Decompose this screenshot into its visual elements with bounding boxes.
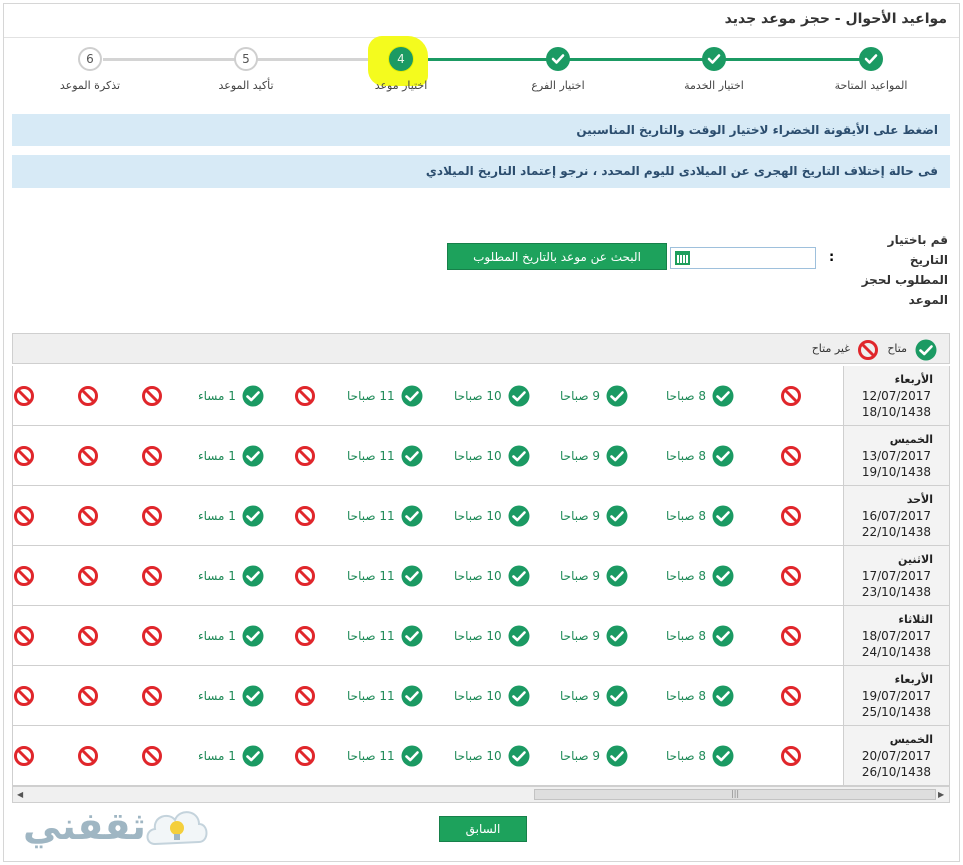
slot-time-label[interactable]: 1 مساء	[198, 689, 236, 703]
available-slot[interactable]	[666, 625, 734, 647]
unavailable-slot	[13, 625, 35, 647]
available-slot[interactable]	[198, 685, 264, 707]
unavailable-slot	[77, 385, 99, 407]
day-cell	[843, 486, 949, 545]
day-cell	[843, 426, 949, 485]
slot-time-label[interactable]: 9 صباحا	[560, 629, 600, 643]
unavailable-block-icon	[780, 625, 802, 647]
available-check-icon[interactable]	[606, 565, 628, 587]
available-slot[interactable]	[454, 385, 530, 407]
unavailable-block-icon	[13, 565, 35, 587]
slot-time-label[interactable]: 1 مساء	[198, 629, 236, 643]
unavailable-block-icon	[780, 685, 802, 707]
slot-time-label[interactable]: 8 صباحا	[666, 509, 706, 523]
day-name: الأحد	[906, 493, 933, 506]
date-warning-note: فى حالة إختلاف التاريخ الهجرى عن الميلادى لليوم المحدد ، نرجو إعتماد التاريخ الميلادي	[12, 155, 950, 188]
available-slot[interactable]	[347, 505, 423, 527]
unavailable-slot	[77, 505, 99, 527]
legend-bar	[12, 333, 950, 364]
step-5-pending: 5	[234, 47, 258, 71]
day-name: الاثنين	[898, 553, 933, 566]
available-check-icon[interactable]	[508, 685, 530, 707]
day-name: الأربعاء	[894, 673, 933, 686]
day-name: الأربعاء	[894, 373, 933, 386]
unavailable-slot	[141, 385, 163, 407]
available-slot[interactable]	[454, 745, 530, 767]
available-check-icon[interactable]	[606, 505, 628, 527]
day-row	[13, 486, 949, 546]
slot-time-label[interactable]: 10 صباحا	[454, 689, 502, 703]
available-check-icon[interactable]	[508, 505, 530, 527]
unavailable-block-icon	[13, 445, 35, 467]
unavailable-slot	[13, 745, 35, 767]
slot-time-label[interactable]: 10 صباحا	[454, 449, 502, 463]
available-slot[interactable]	[560, 445, 628, 467]
available-slot[interactable]	[454, 685, 530, 707]
step-2-check-icon	[702, 47, 726, 71]
slot-time-label[interactable]: 8 صباحا	[666, 449, 706, 463]
step-6-label: تذكرة الموعد	[59, 79, 121, 92]
step-line-complete	[413, 58, 871, 61]
unavailable-block-icon	[77, 745, 99, 767]
previous-button[interactable]: السابق	[439, 816, 527, 842]
available-slot[interactable]	[198, 385, 264, 407]
unavailable-block-icon	[294, 565, 316, 587]
slot-time-label[interactable]: 1 مساء	[198, 449, 236, 463]
appointments-grid	[12, 366, 950, 786]
available-slot[interactable]	[666, 505, 734, 527]
available-slot[interactable]	[347, 565, 423, 587]
day-row	[13, 606, 949, 666]
gregorian-date: 20/07/2017	[861, 749, 931, 763]
unavailable-slot	[780, 505, 802, 527]
gregorian-date: 17/07/2017	[861, 569, 931, 583]
day-name: الخميس	[889, 733, 933, 746]
hijri-date: 19/10/1438	[861, 465, 931, 479]
day-cell	[843, 546, 949, 605]
unavailable-slot	[141, 565, 163, 587]
slot-time-label[interactable]: 10 صباحا	[454, 509, 502, 523]
slot-time-label[interactable]: 9 صباحا	[560, 509, 600, 523]
available-check-icon[interactable]	[712, 565, 734, 587]
unavailable-slot	[294, 385, 316, 407]
unavailable-slot	[780, 745, 802, 767]
unavailable-slot	[780, 385, 802, 407]
available-slot[interactable]	[666, 445, 734, 467]
available-slot[interactable]	[666, 745, 734, 767]
unavailable-slot	[294, 685, 316, 707]
step-2-label: اختيار الخدمة	[684, 79, 744, 92]
logo-text: ثقفني	[23, 804, 146, 848]
unavailable-block-icon	[13, 385, 35, 407]
unavailable-block-icon	[13, 745, 35, 767]
day-cell	[843, 726, 949, 785]
available-slot[interactable]	[454, 625, 530, 647]
site-logo	[15, 802, 223, 857]
available-slot[interactable]	[666, 565, 734, 587]
available-slot[interactable]	[560, 505, 628, 527]
slot-time-label[interactable]: 8 صباحا	[666, 629, 706, 643]
unavailable-slot	[294, 625, 316, 647]
available-check-icon[interactable]	[508, 745, 530, 767]
page-title: مواعيد الأحوال - حجز موعد جديد	[724, 11, 947, 27]
step-line-pending	[103, 58, 413, 61]
unavailable-slot	[141, 505, 163, 527]
available-check-icon[interactable]	[242, 505, 264, 527]
unavailable-slot	[141, 445, 163, 467]
slot-time-label[interactable]: 11 صباحا	[347, 509, 395, 523]
slot-time-label[interactable]: 9 صباحا	[560, 569, 600, 583]
available-slot[interactable]	[560, 385, 628, 407]
slot-time-label[interactable]: 8 صباحا	[666, 389, 706, 403]
slot-time-label[interactable]: 1 مساء	[198, 569, 236, 583]
available-check-icon[interactable]	[242, 565, 264, 587]
unavailable-block-icon	[77, 505, 99, 527]
instruction-note: اضغط على الأيقونة الخضراء لاختيار الوقت والتاريخ المناسبين	[12, 114, 950, 146]
day-cell	[843, 666, 949, 725]
unavailable-block-icon	[780, 505, 802, 527]
step-4-current: 4	[389, 47, 413, 71]
step-3-check-icon	[546, 47, 570, 71]
lightbulb-cloud-icon	[143, 804, 211, 854]
scrollbar-grip-icon: |||	[731, 789, 740, 798]
available-check-icon[interactable]	[401, 445, 423, 467]
unavailable-slot	[77, 745, 99, 767]
hijri-date: 23/10/1438	[861, 585, 931, 599]
available-slot[interactable]	[454, 505, 530, 527]
available-check-icon[interactable]	[401, 745, 423, 767]
gregorian-date: 12/07/2017	[861, 389, 931, 403]
unavailable-slot	[780, 625, 802, 647]
unavailable-slot	[13, 445, 35, 467]
unavailable-slot	[77, 685, 99, 707]
available-slot[interactable]	[666, 385, 734, 407]
unavailable-slot	[294, 565, 316, 587]
unavailable-slot	[294, 505, 316, 527]
available-check-icon[interactable]	[712, 385, 734, 407]
available-check-icon[interactable]	[401, 505, 423, 527]
available-slot[interactable]	[347, 685, 423, 707]
available-check-icon	[915, 339, 937, 361]
available-check-icon[interactable]	[508, 565, 530, 587]
day-name: الخميس	[889, 433, 933, 446]
unavailable-block-icon	[13, 625, 35, 647]
step-4-label: اختيار موعد	[374, 79, 428, 92]
hijri-date: 18/10/1438	[861, 405, 931, 419]
slot-time-label[interactable]: 11 صباحا	[347, 569, 395, 583]
day-name: الثلاثاء	[898, 613, 933, 626]
unavailable-block-icon	[780, 745, 802, 767]
available-check-icon[interactable]	[242, 625, 264, 647]
day-row	[13, 366, 949, 426]
hijri-date: 26/10/1438	[861, 765, 931, 779]
title-bar	[4, 4, 959, 38]
date-label-colon: :	[829, 250, 835, 265]
unavailable-block-icon	[141, 625, 163, 647]
available-check-icon[interactable]	[242, 385, 264, 407]
unavailable-block-icon	[13, 505, 35, 527]
unavailable-slot	[141, 745, 163, 767]
available-slot[interactable]	[454, 445, 530, 467]
available-check-icon[interactable]	[401, 385, 423, 407]
slot-time-label[interactable]: 9 صباحا	[560, 749, 600, 763]
unavailable-block-icon	[780, 385, 802, 407]
slot-time-label[interactable]: 9 صباحا	[560, 689, 600, 703]
available-slot[interactable]	[560, 565, 628, 587]
step-1-check-icon	[859, 47, 883, 71]
slot-time-label[interactable]: 8 صباحا	[666, 689, 706, 703]
available-check-icon[interactable]	[712, 685, 734, 707]
unavailable-block-icon	[857, 339, 879, 361]
available-check-icon[interactable]	[242, 445, 264, 467]
scroll-left-arrow-icon[interactable]: ◀	[17, 790, 24, 799]
available-check-icon[interactable]	[401, 625, 423, 647]
slot-time-label[interactable]: 11 صباحا	[347, 749, 395, 763]
unavailable-block-icon	[77, 685, 99, 707]
slot-time-label[interactable]: 8 صباحا	[666, 569, 706, 583]
slot-time-label[interactable]: 10 صباحا	[454, 569, 502, 583]
slot-time-label[interactable]: 1 مساء	[198, 389, 236, 403]
available-slot[interactable]	[198, 505, 264, 527]
unavailable-slot	[13, 505, 35, 527]
slot-time-label[interactable]: 11 صباحا	[347, 629, 395, 643]
slot-time-label[interactable]: 10 صباحا	[454, 629, 502, 643]
available-slot[interactable]	[560, 745, 628, 767]
day-row	[13, 546, 949, 606]
unavailable-block-icon	[294, 745, 316, 767]
available-check-icon[interactable]	[401, 685, 423, 707]
unavailable-block-icon	[294, 445, 316, 467]
available-check-icon[interactable]	[606, 685, 628, 707]
unavailable-block-icon	[141, 565, 163, 587]
unavailable-slot	[780, 685, 802, 707]
unavailable-block-icon	[141, 745, 163, 767]
unavailable-block-icon	[294, 625, 316, 647]
hijri-date: 22/10/1438	[861, 525, 931, 539]
available-check-icon[interactable]	[606, 385, 628, 407]
available-check-icon[interactable]	[712, 625, 734, 647]
available-slot[interactable]	[560, 685, 628, 707]
day-row	[13, 726, 949, 786]
unavailable-slot	[780, 445, 802, 467]
unavailable-block-icon	[294, 685, 316, 707]
unavailable-block-icon	[780, 565, 802, 587]
available-check-icon[interactable]	[508, 385, 530, 407]
slot-time-label[interactable]: 11 صباحا	[347, 689, 395, 703]
available-slot[interactable]	[347, 745, 423, 767]
unavailable-block-icon	[141, 505, 163, 527]
available-slot[interactable]	[560, 625, 628, 647]
unavailable-block-icon	[77, 565, 99, 587]
unavailable-block-icon	[141, 445, 163, 467]
date-field-label: قم باختيار التاريخ المطلوب لحجز الموعد	[861, 233, 948, 307]
gregorian-date: 19/07/2017	[861, 689, 931, 703]
hijri-date: 24/10/1438	[861, 645, 931, 659]
available-check-icon[interactable]	[606, 445, 628, 467]
day-row	[13, 426, 949, 486]
slot-time-label[interactable]: 11 صباحا	[347, 389, 395, 403]
unavailable-slot	[141, 625, 163, 647]
slot-time-label[interactable]: 10 صباحا	[454, 749, 502, 763]
calendar-icon[interactable]	[675, 251, 690, 265]
date-input[interactable]	[670, 247, 816, 269]
unavailable-slot	[141, 685, 163, 707]
unavailable-slot	[294, 445, 316, 467]
unavailable-block-icon	[141, 385, 163, 407]
gregorian-date: 16/07/2017	[861, 509, 931, 523]
legend-unavailable-label: غير متاح	[811, 342, 850, 355]
unavailable-block-icon	[77, 385, 99, 407]
step-6-pending: 6	[78, 47, 102, 71]
day-row	[13, 666, 949, 726]
available-slot[interactable]	[198, 745, 264, 767]
slot-time-label[interactable]: 9 صباحا	[560, 389, 600, 403]
available-slot[interactable]	[198, 565, 264, 587]
gregorian-date: 13/07/2017	[861, 449, 931, 463]
available-check-icon[interactable]	[508, 625, 530, 647]
available-slot[interactable]	[347, 445, 423, 467]
available-slot[interactable]	[666, 685, 734, 707]
unavailable-slot	[780, 565, 802, 587]
day-cell	[843, 366, 949, 425]
available-check-icon[interactable]	[712, 745, 734, 767]
unavailable-slot	[13, 565, 35, 587]
available-check-icon[interactable]	[606, 625, 628, 647]
unavailable-block-icon	[141, 685, 163, 707]
available-check-icon[interactable]	[242, 685, 264, 707]
unavailable-slot	[294, 745, 316, 767]
slot-time-label[interactable]: 1 مساء	[198, 509, 236, 523]
available-check-icon[interactable]	[242, 745, 264, 767]
horizontal-scrollbar[interactable]	[12, 786, 950, 803]
available-slot[interactable]	[198, 625, 264, 647]
available-slot[interactable]	[347, 625, 423, 647]
hijri-date: 25/10/1438	[861, 705, 931, 719]
step-1-label: المواعيد المتاحة	[834, 79, 908, 92]
unavailable-block-icon	[780, 445, 802, 467]
gregorian-date: 18/07/2017	[861, 629, 931, 643]
slot-time-label[interactable]: 1 مساء	[198, 749, 236, 763]
unavailable-block-icon	[77, 445, 99, 467]
slot-time-label[interactable]: 10 صباحا	[454, 389, 502, 403]
available-check-icon[interactable]	[712, 445, 734, 467]
scroll-right-arrow-icon[interactable]: ▶	[938, 790, 945, 799]
unavailable-block-icon	[77, 625, 99, 647]
step-5-label: تأكيد الموعد	[218, 79, 274, 92]
legend-available-label: متاح	[887, 342, 907, 355]
available-check-icon[interactable]	[712, 505, 734, 527]
available-check-icon[interactable]	[508, 445, 530, 467]
day-cell	[843, 606, 949, 665]
unavailable-slot	[13, 685, 35, 707]
available-check-icon[interactable]	[606, 745, 628, 767]
unavailable-block-icon	[294, 505, 316, 527]
slot-time-label[interactable]: 11 صباحا	[347, 449, 395, 463]
available-check-icon[interactable]	[401, 565, 423, 587]
unavailable-slot	[77, 625, 99, 647]
unavailable-block-icon	[13, 685, 35, 707]
unavailable-slot	[13, 385, 35, 407]
search-by-date-button[interactable]: البحث عن موعد بالتاريخ المطلوب	[447, 243, 667, 270]
unavailable-slot	[77, 565, 99, 587]
slot-time-label[interactable]: 8 صباحا	[666, 749, 706, 763]
available-slot[interactable]	[454, 565, 530, 587]
step-3-label: اختيار الفرع	[531, 79, 585, 92]
slot-time-label[interactable]: 9 صباحا	[560, 449, 600, 463]
available-slot[interactable]	[198, 445, 264, 467]
available-slot[interactable]	[347, 385, 423, 407]
unavailable-slot	[77, 445, 99, 467]
unavailable-block-icon	[294, 385, 316, 407]
